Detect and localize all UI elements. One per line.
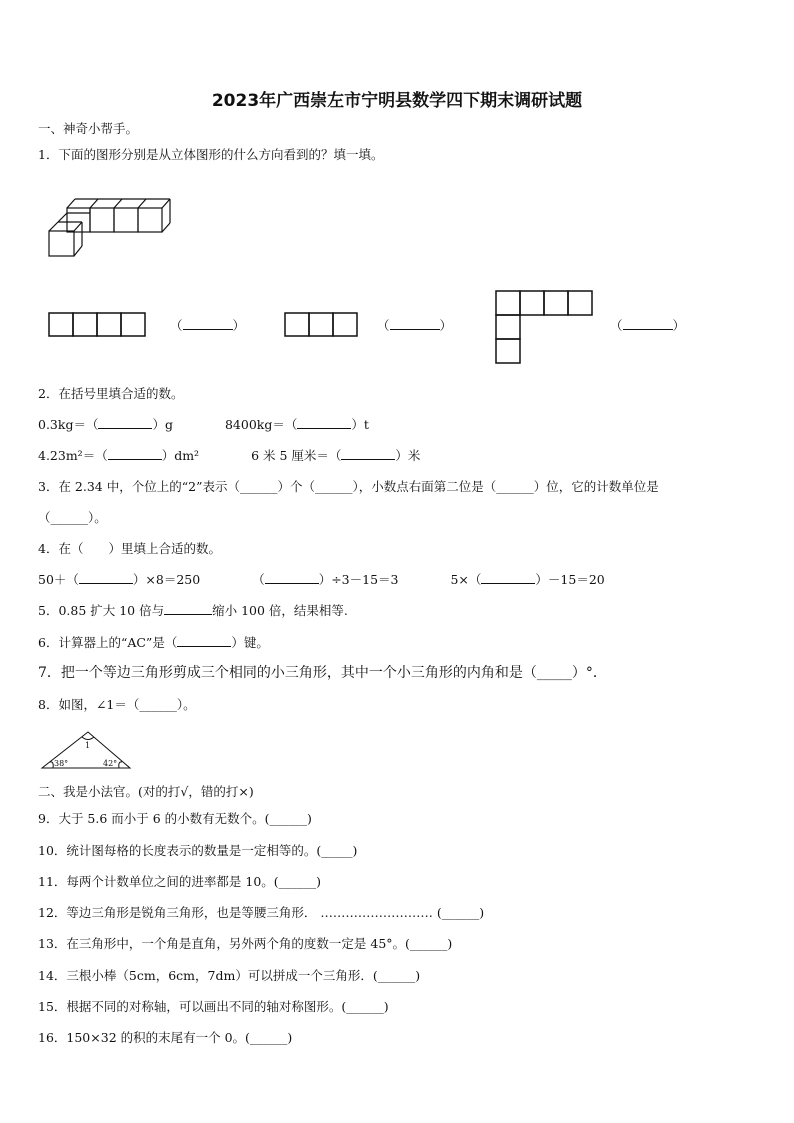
- question-5: 5．0.85 扩大 10 倍与 缩小 100 倍，结果相等.: [38, 603, 348, 618]
- view-figure-three-squares: [284, 312, 360, 338]
- question-14: 14．三根小棒（5cm，6cm，7dm）可以拼成一个三角形．(______): [38, 968, 421, 983]
- angle-right-label: 42°: [103, 759, 118, 768]
- question-1: 1．下面的图形分别是从立体图形的什么方向看到的？填一填。: [38, 147, 384, 162]
- question-3-line-1: 3．在 2.34 中，个位上的“2”表示（______）个（______），小数点右面第二位是（______）位，它的计数单位是: [38, 479, 659, 494]
- q2-item-b: 8400kg＝（ ）t: [224, 417, 369, 432]
- question-4: 4．在（ ）里填上合适的数。: [38, 541, 221, 556]
- question-15: 15．根据不同的对称轴，可以画出不同的轴对称图形。(______): [38, 999, 389, 1014]
- q2-item-d: 6 米 5 厘米＝（ ）米: [251, 448, 421, 463]
- question-13: 13．在三角形中，一个角是直角，另外两个角的度数一定是 45°。(______): [38, 936, 453, 951]
- section-2-heading: 二、我是小法官。(对的打√，错的打×): [38, 784, 254, 799]
- q2-item-c: 4.23m²＝（ ）dm²: [38, 448, 200, 463]
- q4-item-c: 5×（ ）－15＝20: [450, 572, 605, 587]
- question-9: 9．大于 5.6 而小于 6 的小数有无数个。(______): [38, 811, 312, 826]
- question-2: 2．在括号里填合适的数。: [38, 386, 184, 401]
- view-figure-four-squares: [48, 312, 148, 338]
- question-2-row-2: [38, 447, 420, 465]
- question-11: 11．每两个计数单位之间的进率都是 10。(______): [38, 874, 322, 889]
- cube-solid-figure: [46, 196, 176, 260]
- page-title: 2023年广西崇左市宁明县数学四下期末调研试题: [211, 91, 583, 111]
- q4-item-a: 50＋（ ）×8＝250: [38, 572, 201, 587]
- answer-blank-view-3[interactable]: （ ）: [610, 318, 686, 333]
- q2-item-a: 0.3kg＝（ ）g: [38, 417, 173, 432]
- question-4-row: [38, 571, 605, 589]
- section-1-heading: 一、神奇小帮手。: [38, 121, 139, 136]
- q4-item-b: （ ）÷3－15＝3: [252, 572, 399, 587]
- question-6: 6．计算器上的“AC”是（ ）键。: [38, 635, 269, 650]
- triangle-figure: [40, 728, 132, 770]
- question-3-line-2: （______）。: [38, 510, 107, 525]
- view-figure-l-shape: [495, 290, 595, 366]
- answer-blank-view-2[interactable]: （ ）: [377, 318, 453, 333]
- question-12: 12．等边三角形是锐角三角形，也是等腰三角形． ……………………… (______): [38, 905, 485, 920]
- answer-blank-view-1[interactable]: （ ）: [170, 318, 246, 333]
- question-7: 7．把一个等边三角形剪成三个相同的小三角形，其中一个小三角形的内角和是（_____）°．: [38, 665, 607, 681]
- angle-1-label: 1: [85, 741, 91, 750]
- question-2-row-1: [38, 416, 369, 434]
- question-8: 8．如图，∠1＝（______）。: [38, 697, 196, 712]
- angle-left-label: 38°: [54, 759, 69, 768]
- question-10: 10．统计图每格的长度表示的数量是一定相等的。(_____): [38, 843, 358, 858]
- question-16: 16．150×32 的积的末尾有一个 0。(______): [38, 1030, 293, 1045]
